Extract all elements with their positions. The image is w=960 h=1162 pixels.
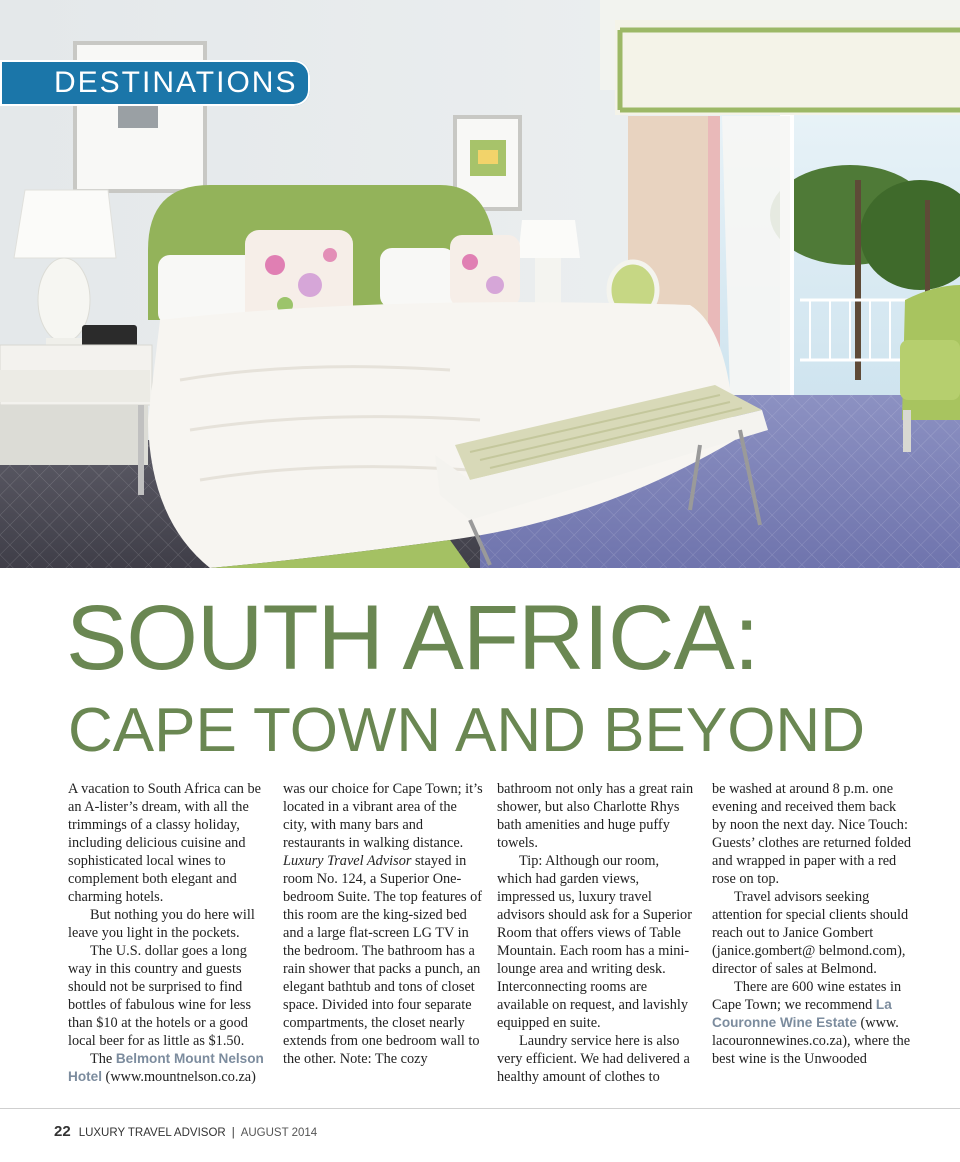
paragraph: But nothing you do here will leave you light in the pockets. bbox=[68, 907, 255, 941]
footer-separator: | bbox=[231, 1127, 235, 1139]
article-column-3 bbox=[497, 780, 697, 1086]
paragraph: was our choice for Cape Town; it’s located in a vibrant area of the city, with many bars and restaurants in walking distance. Luxury Travel Advisor stayed in room No. 124, a Superior One-bedroom Suite. The top features of this room are the king-sized bed and a large flat-screen LG TV in the bedroom. The bathroom has a rain shower that packs a punch, an elegant bathtub and tons of closet space. Divided into four separate compartments, the closet nearly extends from one bedroom wall to the other. Note: The cozy bbox=[283, 781, 483, 1067]
paragraph: be washed at around 8 p.m. one evening and received them back by noon the next day. Nice Touch: Guests’ clothes are returned folded and wrapped in paper with a red rose on top. bbox=[712, 781, 912, 887]
headline-sub: CAPE TOWN AND BEYOND bbox=[68, 696, 865, 765]
issue-date: AUGUST 2014 bbox=[240, 1127, 318, 1139]
page-number: 22 bbox=[54, 1123, 71, 1140]
section-tag-label: DESTINATIONS bbox=[54, 66, 298, 99]
paragraph: A vacation to South Africa can be an A-lister’s dream, with all the trimmings of a classy holiday, including delicious cuisine and sophisticated local wines to complement both elegant and charming hotels. bbox=[68, 781, 261, 905]
publication-name: Luxury Travel Advisor bbox=[283, 853, 412, 869]
footer-divider bbox=[0, 1108, 960, 1109]
hotel-name: Belmont Mount Nelson Hotel bbox=[68, 1051, 264, 1084]
paragraph: The U.S. dollar goes a long way in this country and guests should not be surprised to find bottles of fabulous wine for less than $10 at the hotels or a good local beer for as little as $1.50. bbox=[68, 943, 252, 1049]
paragraph: bathroom not only has a great rain shower, but also Charlotte Rhys bath amenities and huge puffy towels. bbox=[497, 781, 694, 851]
section-tag bbox=[0, 60, 310, 106]
paragraph: Laundry service here is also very efficient. We had delivered a healthy amount of clothes to bbox=[497, 1033, 690, 1085]
article-column-1 bbox=[68, 780, 268, 1086]
page-footer bbox=[54, 1123, 317, 1140]
publication-title: LUXURY TRAVEL ADVISOR bbox=[78, 1127, 226, 1139]
headline-main: SOUTH AFRICA: bbox=[66, 587, 759, 689]
wine-estate-name: La Couronne Wine Estate bbox=[712, 997, 892, 1030]
paragraph: Tip: Although our room, which had garden views, impressed us, luxury travel advisors should ask for a Superior Room that offers views of Table Mountain. Each room has a mini-lounge area and writing desk. Interconnecting rooms are available on request, and lavishly equipped en suite. bbox=[497, 853, 692, 1031]
article-column-4 bbox=[712, 780, 912, 1068]
paragraph: The Belmont Mount Nelson Hotel (www.mountnelson.co.za) bbox=[68, 1051, 264, 1085]
paragraph: There are 600 wine estates in Cape Town; we recommend La Couronne Wine Estate (www. lacouronnewines.co.za), where the best wine is the Unwooded bbox=[712, 979, 911, 1067]
paragraph: Travel advisors seeking attention for special clients should reach out to Janice Gombert (janice.gombert@ belmond.com), director of sales at Belmond. bbox=[712, 889, 909, 977]
article-column-2 bbox=[283, 780, 483, 1068]
hero-photo bbox=[0, 0, 960, 568]
